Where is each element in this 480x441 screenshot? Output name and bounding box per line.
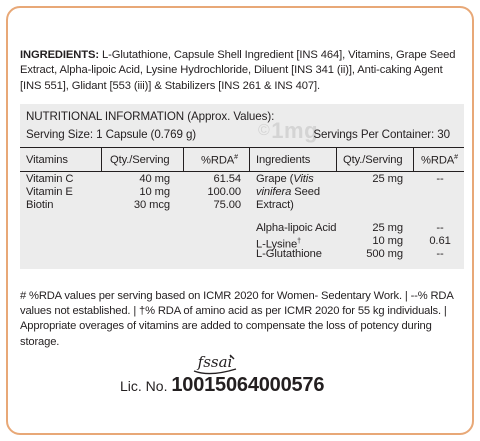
- rda-cell: 61.54: [213, 173, 241, 185]
- qty-cell: 30 mcg: [133, 199, 170, 211]
- header-ingredients: Ingredients: [256, 154, 311, 166]
- table-row-vitamin-c: Vitamin C: [26, 173, 74, 185]
- rda-cell: --: [436, 222, 444, 234]
- qty-cell: 25 mg: [372, 173, 403, 185]
- qty-cell: 500 mg: [366, 248, 403, 260]
- rda-footnote: # %RDA values per serving based on ICMR 2020 for Women- Sedentary Work. | --% RDA values not established. | †% RDA of amino acid as per ICMR 2020 for 55 kg individuals. | Appropriate overages of vitamins are added to compensate the loss of potency during storage.: [20, 290, 454, 348]
- table-rule-top: [20, 147, 464, 148]
- ingredients-text: L-Glutathione, Capsule Shell Ingredient [INS 464], Vitamins, Grape Seed Extract, Alpha-lipoic Acid, Lysine Hydrochloride, Diluent [INS 341 (ii)], Anti-caking Agent [INS 551], Glidant [553 (iii)] & Stabilizers [INS 261 & INS 407].: [20, 49, 456, 92]
- fssai-logo-text: fssai: [197, 353, 233, 371]
- nutrition-title: NUTRITIONAL INFORMATION (Approx. Values):: [26, 110, 275, 123]
- column-divider: [183, 148, 184, 172]
- qty-cell: 40 mg: [139, 173, 170, 185]
- ingredients-heading: INGREDIENTS:: [20, 49, 99, 61]
- header-qty-1: Qty./Serving: [110, 154, 170, 166]
- rda-cell: --: [436, 248, 444, 260]
- header-rda-2: %RDA#: [421, 154, 458, 167]
- header-vitamins: Vitamins: [26, 154, 68, 166]
- column-divider: [336, 148, 337, 172]
- column-divider: [413, 148, 414, 172]
- copyright-icon: ©: [258, 122, 271, 139]
- header-rda-1: %RDA#: [201, 154, 238, 167]
- rda-cell: 75.00: [213, 199, 241, 211]
- table-row-l-glutathione: L-Glutathione: [256, 248, 322, 260]
- column-divider: [101, 148, 102, 172]
- column-divider: [249, 148, 250, 172]
- ingredients-paragraph: [20, 48, 460, 94]
- header-qty-2: Qty./Serving: [343, 154, 403, 166]
- rda-cell: 100.00: [207, 186, 241, 198]
- table-row-l-lysine: L-Lysine†: [256, 238, 301, 251]
- table-row-vitamin-e: Vitamin E: [26, 186, 73, 198]
- qty-cell: 10 mg: [139, 186, 170, 198]
- serving-size: Serving Size: 1 Capsule (0.769 g): [26, 128, 197, 141]
- table-row-biotin: Biotin: [26, 199, 54, 211]
- rda-cell: --: [436, 173, 444, 185]
- qty-cell: 25 mg: [372, 222, 403, 234]
- license-number: 10015064000576: [171, 374, 325, 396]
- table-rule-header: [20, 171, 464, 172]
- watermark-1mg: ©1mg: [258, 118, 319, 143]
- servings-per-container: Servings Per Container: 30: [313, 128, 450, 141]
- license-label: Lic. No.: [120, 378, 168, 394]
- qty-cell: 10 mg: [372, 235, 403, 247]
- rda-cell: 0.61: [429, 235, 451, 247]
- license-line: [120, 374, 324, 397]
- table-row-alpha-lipoic: Alpha-lipoic Acid: [256, 222, 337, 234]
- table-row-grape-seed: Grape (Vitis vinifera Seed Extract): [256, 173, 321, 212]
- nutrition-table: [20, 104, 464, 269]
